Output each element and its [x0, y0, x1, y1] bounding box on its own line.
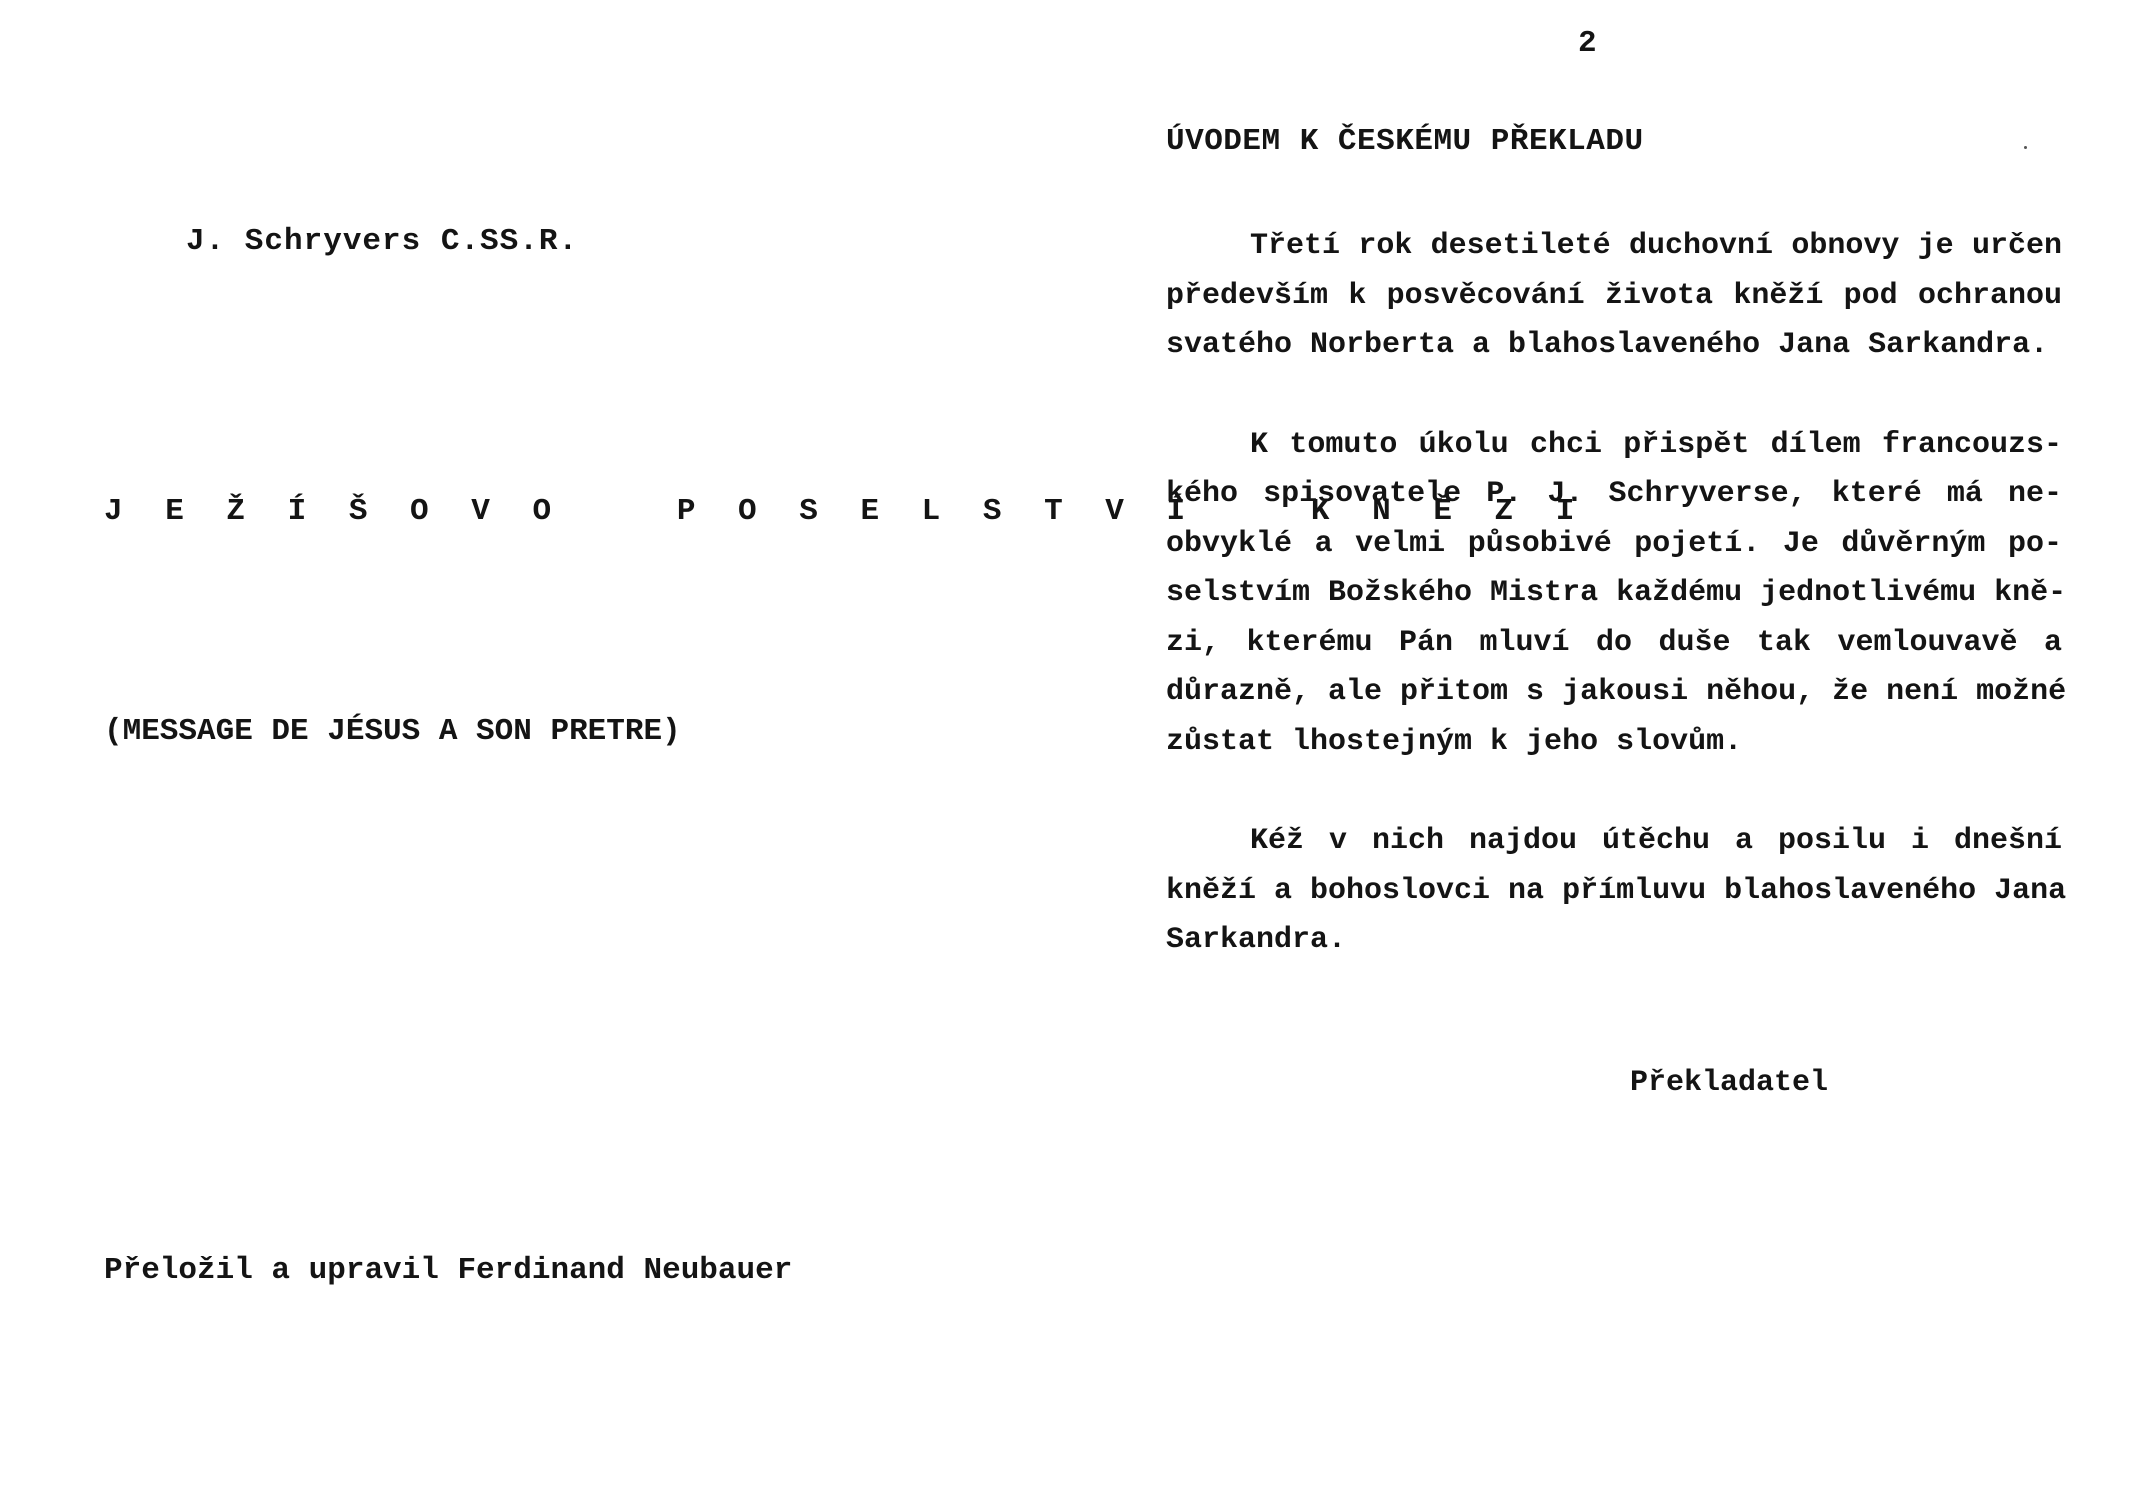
page-number: 2 [1578, 26, 1597, 61]
paragraph-line: důrazně, ale přitom s jakousi něhou, že není možné [1166, 675, 2067, 709]
paragraph-line: svatého Norberta a blahoslaveného Jana Sarkandra. [1166, 328, 2049, 362]
paragraph-line: kněží a bohoslovci na přímluvu blahoslaveného Jana [1166, 873, 2067, 908]
paragraph-line: obvyklé a velmi působivé pojetí. Je důvěrným po- [1166, 526, 2062, 561]
original-title: (MESSAGE DE JÉSUS A SON PRETRE) [104, 714, 681, 749]
book-title: J E Ž Í Š O V O P O S E L S T V Í K N Ě Z I [104, 494, 1576, 529]
translator-credit: Přeložil a upravil Ferdinand Neubauer [104, 1253, 793, 1288]
section-heading: ÚVODEM K ČESKÉMU PŘEKLADU [1166, 124, 1644, 159]
translator-signature: Překladatel [1630, 1066, 1829, 1100]
paragraph-line: Sarkandra. [1166, 923, 1347, 957]
print-speck [2024, 146, 2027, 149]
paragraph-line: zůstat lhostejným k jeho slovům. [1166, 724, 1743, 759]
paragraph-3 [1166, 817, 2067, 966]
paragraph-line: především k posvěcování života kněží pod ochranou [1166, 278, 2062, 313]
paragraph-line: Kéž v nich najdou útěchu a posilu i dnešní [1250, 824, 2062, 858]
intro-text [1166, 222, 2067, 1016]
paragraph-1 [1166, 222, 2062, 371]
author-name: J. Schryvers C.SS.R. [186, 224, 579, 259]
paragraph-line: kého spisovatele P. J. Schryverse, které má ne- [1166, 477, 2062, 511]
paragraph-line: K tomuto úkolu chci přispět dílem francouzs- [1250, 427, 2062, 462]
paragraph-line: selstvím Božského Mistra každému jednotlivému kně- [1166, 576, 2067, 610]
paragraph-line: Třetí rok desetileté duchovní obnovy je určen [1250, 229, 2062, 263]
right-page [1068, 0, 2136, 1500]
paragraph-line: zi, kterému Pán mluví do duše tak vemlouvavě a [1166, 625, 2062, 660]
paragraph-2 [1166, 421, 2067, 768]
